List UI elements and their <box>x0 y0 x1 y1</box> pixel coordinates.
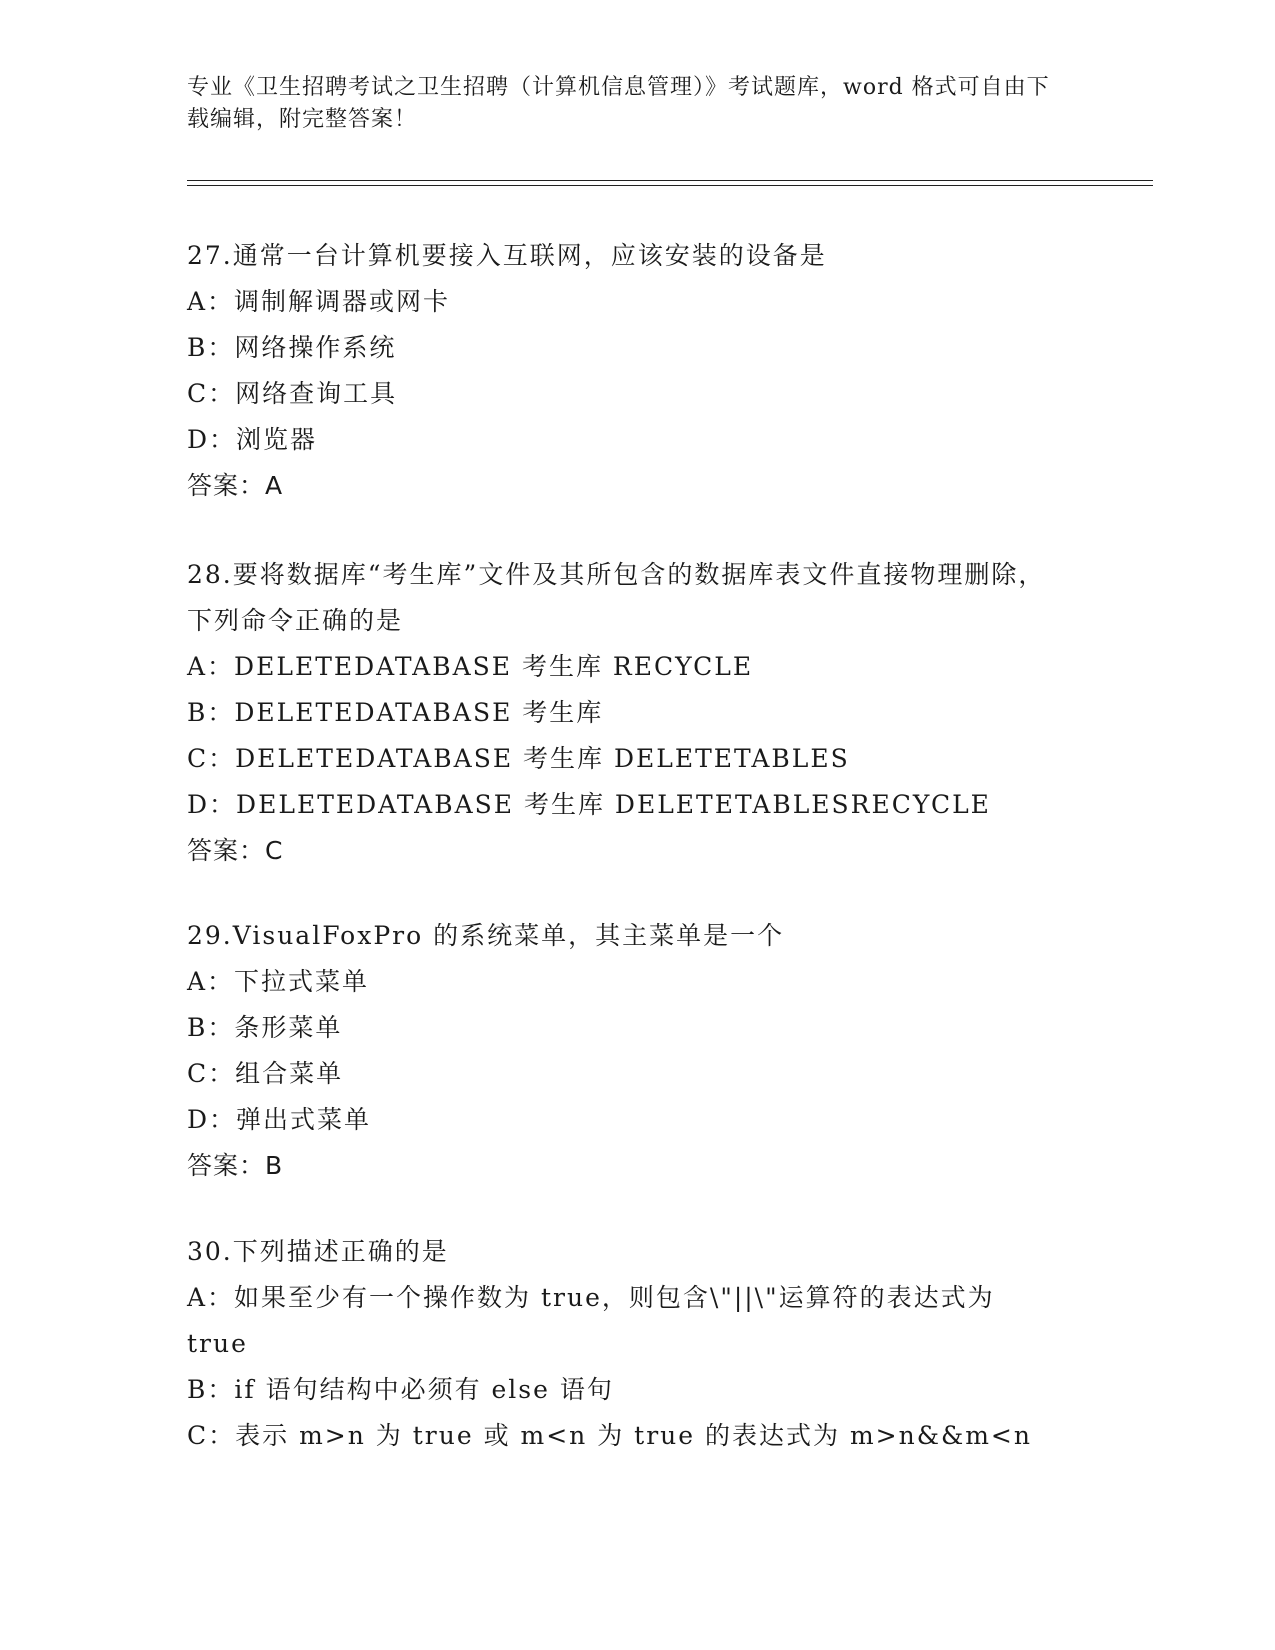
question-29 <box>187 913 1087 1189</box>
header-divider-top <box>187 180 1153 181</box>
option-c: C：组合菜单 <box>187 1059 344 1088</box>
option-b: B：网络操作系统 <box>187 333 397 362</box>
option-c: C：表示 m>n 为 true 或 m<n 为 true 的表达式为 m>n&&m<n <box>187 1421 1032 1450</box>
question-stem: 30.下列描述正确的是 <box>187 1237 449 1266</box>
option-c: C：网络查询工具 <box>187 379 398 408</box>
answer-text: 答案：C <box>187 836 284 865</box>
option-d: D：浏览器 <box>187 425 318 454</box>
option-a: A：如果至少有一个操作数为 true，则包含\"||\"运算符的表达式为true <box>187 1283 995 1358</box>
option-b: B：if 语句结构中必须有 else 语句 <box>187 1375 614 1404</box>
question-stem: 27.通常一台计算机要接入互联网，应该安装的设备是 <box>187 241 827 270</box>
question-30 <box>187 1229 1087 1459</box>
question-28 <box>187 552 1087 874</box>
option-a: A：DELETEDATABASE 考生库 RECYCLE <box>187 652 754 681</box>
document-header: 专业《卫生招聘考试之卫生招聘（计算机信息管理）》考试题库，word 格式可自由下载编辑，附完整答案！ <box>187 75 1050 132</box>
option-a: A：调制解调器或网卡 <box>187 287 451 316</box>
answer-text: 答案：A <box>187 471 284 500</box>
option-d: D：DELETEDATABASE 考生库 DELETETABLESRECYCLE <box>187 790 991 819</box>
option-a: A：下拉式菜单 <box>187 967 370 996</box>
question-stem: 29.VisualFoxPro 的系统菜单，其主菜单是一个 <box>187 921 785 950</box>
option-b: B：DELETEDATABASE 考生库 <box>187 698 604 727</box>
header-divider-bottom <box>187 185 1153 186</box>
question-stem: 28.要将数据库“考生库”文件及其所包含的数据库表文件直接物理删除，下列命令正确的是 <box>187 560 1046 635</box>
option-b: B：条形菜单 <box>187 1013 343 1042</box>
question-27 <box>187 233 1087 509</box>
option-c: C：DELETEDATABASE 考生库 DELETETABLES <box>187 744 850 773</box>
option-d: D：弹出式菜单 <box>187 1105 372 1134</box>
answer-text: 答案：B <box>187 1151 284 1180</box>
